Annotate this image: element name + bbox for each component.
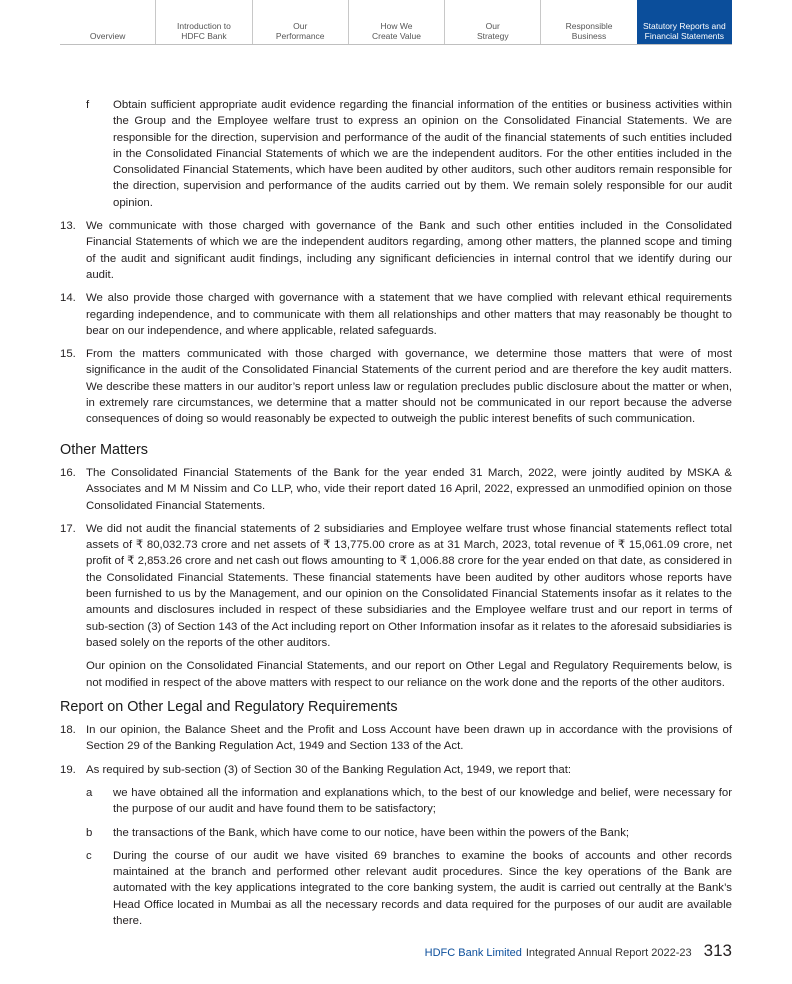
paragraph-17-continued: Our opinion on the Consolidated Financial Statements, and our report on Other Legal and Regulatory Requirements below, is not modified in respect of the above matters with respect to our reliance on the work done and the reports of the other auditors. (86, 660, 732, 689)
footer-report-title: Integrated Annual Report 2022-23 (525, 947, 692, 959)
list-text: the transactions of the Bank, which have come to our notice, have been within the powers of the Bank; (113, 826, 630, 839)
page-footer (425, 941, 732, 961)
list-text: Obtain sufficient appropriate audit evidence regarding the financial information of the entities or business activities within the Group and the Employee welfare trust to express an opinion on the Consolidated Financial Statements. We are responsible for the direction, supervision and performance of the audit of the financial statements of such entities included in the Consolidated Financial Statements of which we are the independent auditors. For the other entities included in the Consolidated Financial Statements, which have been audited by other auditors, such other auditors remain responsible for the direction, supervision and performance of the audits carried out by them. We remain solely responsible for our audit opinion. (113, 99, 732, 209)
section-heading-other-matters: Other Matters (60, 441, 148, 458)
list-text: We did not audit the financial statements of 2 subsidiaries and Employee welfare trust whose financial statements reflect total assets of ₹ 80,032.73 crore and net assets of ₹ 13,775.00 crore as at 31 March, 2023, total revenue of ₹ 15,061.09 crore, net profit of ₹ 2,853.26 crore and net cash out flows amounting to ₹ 1,006.88 crore for the year ended on that date, as considered in the Consolidated Financial Statements. These financial statements have been audited by other auditors whose reports have been furnished to us by the Management, and our opinion on the Consolidated Financial Statements insofar as it relates to the amounts and disclosures included in respect of these subsidiaries and the Employee welfare trust and our report in terms of sub-section (3) of Section 143 of the Act including report on Other Information insofar as it relates to the aforesaid subsidiaries is based solely on the reports of the other auditors. (86, 522, 732, 649)
section-heading-legal-requirements: Report on Other Legal and Regulatory Requirements (60, 698, 398, 715)
tab-introduction[interactable]: Introduction to HDFC Bank (155, 0, 251, 44)
tab-strategy[interactable]: Our Strategy (444, 0, 540, 44)
list-number: 16. (60, 466, 76, 479)
list-item-18 (60, 722, 732, 755)
list-item-f (60, 97, 732, 211)
list-item-c (60, 848, 732, 929)
list-item-13 (60, 218, 732, 283)
section-nav (60, 0, 732, 45)
list-text: The Consolidated Financial Statements of the Bank for the year ended 31 March, 2022, were jointly audited by MSKA & Associates and M M Nissim and Co LLP, who, vide their report dated 16 April, 2022, expressed an unmodified opinion on those Consolidated Financial Statements. (86, 466, 732, 512)
list-number: 13. (60, 220, 76, 233)
list-text: we have obtained all the information and explanations which, to the best of our knowledge and belief, were necessary for the purpose of our audit and have found them to be satisfactory; (113, 786, 732, 816)
footer-brand: HDFC Bank Limited (424, 947, 522, 959)
report-body (60, 97, 732, 936)
tab-performance[interactable]: Our Performance (252, 0, 348, 44)
list-item-16 (60, 465, 732, 514)
list-item-b (60, 825, 732, 841)
list-item-a (60, 785, 732, 818)
list-item-15 (60, 346, 732, 427)
list-number: 19. (60, 763, 76, 776)
list-number: 15. (60, 348, 76, 361)
list-item-14 (60, 290, 732, 339)
list-marker: b (86, 826, 93, 839)
list-number: 17. (60, 522, 76, 535)
list-item-17 (60, 521, 732, 651)
list-number: 14. (60, 292, 76, 305)
list-text: As required by sub-section (3) of Section 30 of the Banking Regulation Act, 1949, we report that: (86, 763, 572, 776)
list-marker: a (86, 786, 93, 799)
page-number: 313 (703, 941, 732, 960)
list-text: During the course of our audit we have visited 69 branches to examine the books of accounts and other records maintained at the branch and performed other relevant audit procedures. Since the key operations of the Bank are automated with the key applications integrated to the core banking system, the audit is carried out centrally at the Bank’s Head Office located in Mumbai as all the necessary records and data required for the purposes of our audit are available there. (113, 849, 732, 928)
list-text: From the matters communicated with those charged with governance, we determine those matters that were of most significance in the audit of the Consolidated Financial Statements of the current period and are therefore the key audit matters. We describe these matters in our auditor’s report unless law or regulation precludes public disclosure about the matter or when, in extremely rare circumstances, we determine that a matter should not be communicated in our report because the adverse consequences of doing so would reasonably be expected to outweigh the public interest benefits of such communication. (86, 348, 732, 426)
list-marker: c (86, 849, 92, 862)
tab-create-value[interactable]: How We Create Value (348, 0, 444, 44)
tab-statutory-reports[interactable]: Statutory Reports and Financial Statements (637, 0, 732, 44)
tab-overview[interactable]: Overview (89, 31, 126, 41)
list-marker: f (86, 99, 90, 111)
list-text: We also provide those charged with governance with a statement that we have complied with relevant ethical requirements regarding independence, and to communicate with them all relationships and other matters that may reasonably be thought to bear on our independence, and where applicable, related safeguards. (86, 292, 732, 337)
list-number: 18. (60, 724, 76, 737)
list-text: In our opinion, the Balance Sheet and the Profit and Loss Account have been drawn up in accordance with the provisions of Section 29 of the Banking Regulation Act, 1949 and Section 133 of the Act. (86, 724, 732, 753)
list-item-19 (60, 762, 732, 778)
list-text: We communicate with those charged with governance of the Bank and such other entities included in the Consolidated Financial Statements of which we are the independent auditors regarding, among other matters, the planned scope and timing of the audit and significant audit findings, including any significant deficiencies in internal control that we identify during our audit. (86, 220, 732, 281)
tab-responsible-business[interactable]: Responsible Business (540, 0, 636, 44)
